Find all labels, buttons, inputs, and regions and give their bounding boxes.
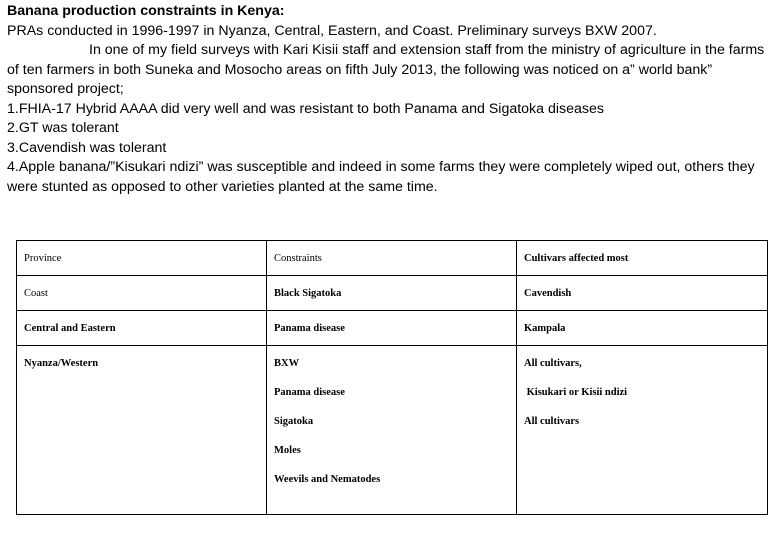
constraints-cell	[267, 311, 517, 346]
province-cell	[17, 311, 267, 346]
cultivar-value: Cavendish	[524, 288, 572, 299]
header-label: Cultivars affected most	[524, 253, 629, 264]
province-value: Coast	[24, 288, 48, 299]
survey-paragraph: In one of my field surveys with Kari Kisii staff and extension staff from the ministry of agriculture in the farms of ten farmers in both Suneka and Mosocho areas on fifth July 2013, the following was noticed on a” world bank” sponsored project;	[7, 42, 765, 97]
constraint-value: Black Sigatoka	[274, 288, 342, 299]
province-cell	[17, 276, 267, 311]
constraint-value: Moles	[274, 445, 301, 456]
constraint-value: Weevils and Nematodes	[274, 474, 381, 485]
constraint-value: Sigatoka	[274, 416, 314, 427]
province-value: Central and Eastern	[24, 323, 116, 334]
header-cell-constraints	[267, 241, 517, 276]
cultivars-cell	[517, 276, 768, 311]
constraints-table-wrapper	[16, 240, 768, 515]
intro-paragraph: PRAs conducted in 1996-1997 in Nyanza, Central, Eastern, and Coast. Preliminary surveys BXW 2007.	[7, 22, 657, 39]
table-row	[17, 346, 768, 515]
cultivar-value: All cultivars,	[524, 358, 582, 369]
constraints-table	[16, 240, 768, 515]
header-cell-cultivars	[517, 241, 768, 276]
constraint-value: Panama disease	[274, 387, 345, 398]
document-text	[7, 2, 775, 197]
constraints-cell	[267, 346, 517, 515]
cultivars-list	[517, 346, 767, 445]
header-label: Constraints	[274, 253, 322, 264]
cultivars-cell	[517, 346, 768, 515]
header-cell-province	[17, 241, 267, 276]
constraint-value: BXW	[274, 358, 300, 369]
cultivars-cell	[517, 311, 768, 346]
province-value: Nyanza/Western	[24, 358, 99, 369]
table-row	[17, 276, 768, 311]
table-header-row	[17, 241, 768, 276]
finding-item: 2.GT was tolerant	[7, 120, 119, 136]
constraints-cell	[267, 276, 517, 311]
cultivar-value: Kisukari or Kisii ndizi	[524, 387, 628, 398]
finding-item: 1.FHIA-17 Hybrid AAAA did very well and was resistant to both Panama and Sigatoka diseases	[7, 100, 604, 117]
document-heading: Banana production constraints in Kenya:	[7, 3, 285, 19]
constraints-list	[267, 346, 516, 503]
header-label: Province	[24, 253, 62, 264]
finding-item: 3.Cavendish was tolerant	[7, 139, 167, 156]
province-cell	[17, 346, 267, 515]
cultivar-value: All cultivars	[524, 416, 580, 427]
constraint-value: Panama disease	[274, 323, 345, 334]
cultivar-value: Kampala	[524, 323, 566, 334]
finding-item: 4.Apple banana/”Kisukari ndizi” was susceptible and indeed in some farms they were completely wiped out, others they were stunted as opposed to other varieties planted at the same time.	[7, 159, 755, 195]
table-row	[17, 311, 768, 346]
